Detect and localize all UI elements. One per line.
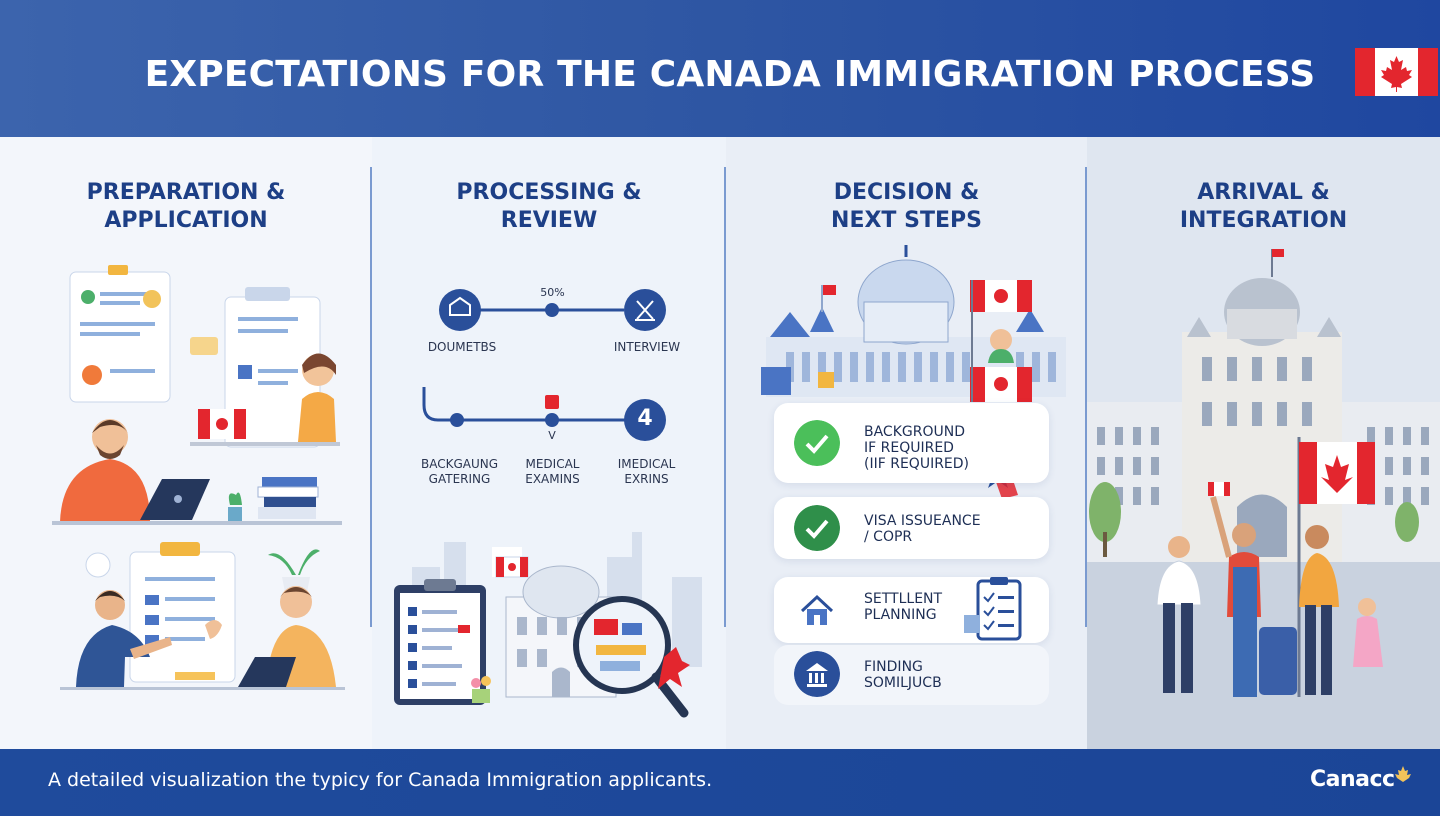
- page-title: EXPECTATIONS FOR THE CANADA IMMIGRATION PROCESS: [144, 54, 1316, 95]
- brand-logo[interactable]: Canacc: [1310, 767, 1395, 792]
- check-icon: [794, 420, 840, 466]
- flow-node-label-medical-2: IMEDICAL EXRINS: [617, 457, 676, 486]
- checklist-label-settlement: SETTLLENT PLANNING: [864, 591, 943, 623]
- footer-bar: [0, 749, 1440, 816]
- checklist-card-visa: [774, 497, 1049, 559]
- footer-caption: A detailed visualization the typicy for Canada Immigration applicants.: [48, 769, 713, 791]
- panel-decision: [726, 137, 1087, 749]
- panel-title-decision: DECISION & NEXT STEPS: [831, 180, 982, 233]
- checklist-label-background: BACKGROUND IF REQUIRED (IIF REQUIRED): [864, 424, 970, 472]
- process-flow-diagram: [372, 137, 726, 749]
- checklist-card-background: [774, 403, 1049, 483]
- panel-processing: [372, 137, 726, 749]
- checklist-label-job: FINDING SOMILJUCB: [864, 659, 942, 691]
- checklist-card-job: [774, 645, 1049, 705]
- preparation-illustration: [0, 137, 372, 749]
- panel-title-processing: PROCESSING & REVIEW: [456, 180, 642, 233]
- checklist-label-visa: VISA ISSUEANCE / COPR: [864, 513, 981, 545]
- flow-node-label-medical: MEDICAL EXAMINS: [525, 457, 580, 486]
- arrival-illustration: [1087, 137, 1440, 749]
- bank-icon: [794, 651, 840, 697]
- header-banner: [0, 0, 1440, 137]
- clipboard-icon: [964, 577, 1026, 643]
- flow-node-label-documents: DOUMETBS: [427, 340, 497, 354]
- maple-leaf-icon: [1393, 765, 1413, 787]
- flow-node-label-background: BACKGAUNG GATERING: [420, 457, 499, 486]
- panel-arrival: [1087, 137, 1440, 749]
- documents-node-icon: [439, 289, 481, 331]
- checklist-card-settlement: [774, 577, 1049, 643]
- flow-node-top-label: 50%: [540, 286, 565, 299]
- flow-node-number: 4: [637, 406, 653, 431]
- flow-node-top-label-2: V: [548, 429, 556, 442]
- panel-preparation: [0, 137, 372, 749]
- flow-node-label-interview: INTERVIEW: [613, 340, 681, 354]
- panel-title-preparation: PREPARATION & APPLICATION: [86, 180, 286, 233]
- canada-flag-icon: [1355, 48, 1438, 96]
- house-icon: [794, 587, 840, 633]
- check-icon: [794, 505, 840, 551]
- panel-title-arrival: ARRIVAL & INTEGRATION: [1179, 180, 1348, 233]
